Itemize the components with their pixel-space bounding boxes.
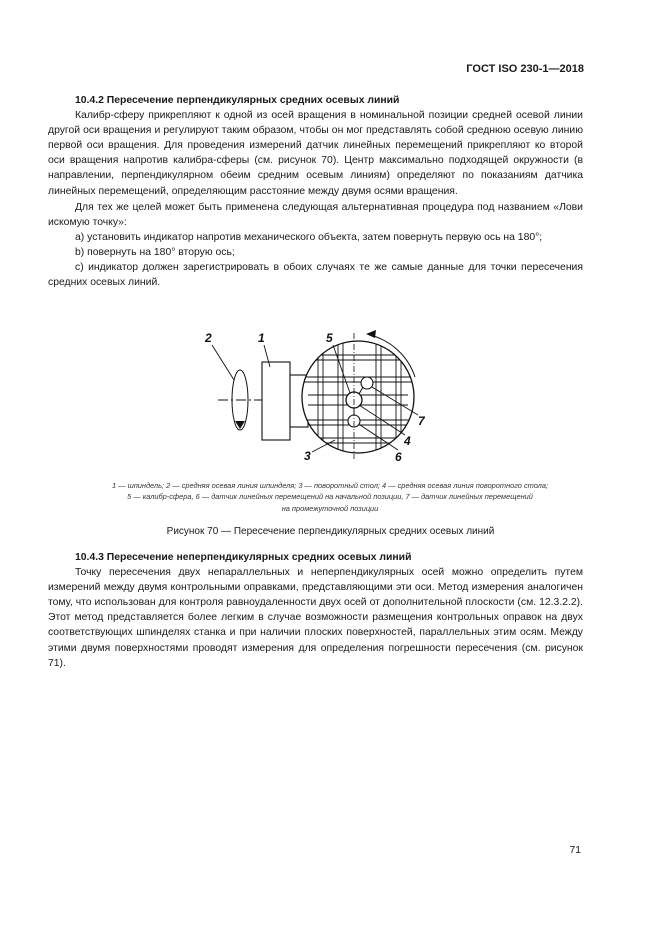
paragraph: Для тех же целей может быть применена следующая альтернативная процедура под названием «Лови искомую точку»: (48, 201, 583, 228)
legend-line: 5 — калибр-сфера, 6 — датчик линейных перемещений на начальной позиции, 7 — датчик линейных перемещений (127, 492, 533, 502)
label-3: 3 (304, 449, 311, 463)
arrow-head-icon (366, 330, 376, 338)
page-number: 71 (569, 845, 581, 856)
list-item: b) повернуть на 180° вторую ось; (75, 246, 235, 258)
label-5: 5 (326, 331, 333, 345)
legend-line: на промежуточной позиции (281, 503, 379, 513)
figure-title: Рисунок 70 — Пересечение перпендикулярных средних осевых линий (166, 526, 495, 537)
list-item: a) установить индикатор напротив механического объекта, затем повернуть первую ось на 180°; (75, 231, 543, 243)
document-header: ГОСТ ISO 230-1—2018 (466, 63, 584, 75)
procedure-list (48, 230, 583, 290)
legend-line: 1 — шпиндель; 2 — средняя осевая линия шпинделя; 3 — поворотный стол; 4 — средняя осевая линия поворотного стола; (111, 481, 549, 490)
paragraph: Точку пересечения двух непараллельных и неперпендикулярных осей можно определить путем измерений между двумя контрольными оправками, представляющими эти оси. Метод измерения аналогичен тому, что использован для контроля равноудаленности двух осей от дополнительной плоскости (см. 12.3.2.2). Этот метод представляется более легким в случае возможности размещения контрольных оправок на двух соответствующих шпинделях станка и при наличии плоских поверхностей, параллельных этим осям. Между этими двумя поверхностями проводят измерения для определения погрешности пересечения (см. рисунок 71). (48, 567, 583, 669)
spindle-body (262, 362, 290, 440)
paragraph: Калибр-сферу прикрепляют к одной из осей вращения в номинальной позиции средней осевой линии другой оси вращения и регулируют таким образом, чтобы он мог представлять собой среднюю осевую линию первой оси вращения. Для проведения измерений датчик линейных перемещений прикрепляют ко второй оси вращения напротив калибра-сферы (см. рисунок 70). Центр максимально подходящей окружности (в направлении, перпендикулярном обеим средним осевым линиям) определяют по показаниям датчика линейных перемещений, определяющим расстояние между двумя осями вращения. (48, 110, 583, 197)
section-10-4-2 (48, 93, 583, 290)
section-heading: 10.4.2 Пересечение перпендикулярных средних осевых линий (75, 95, 400, 106)
label-4: 4 (404, 434, 411, 448)
section-heading: 10.4.3 Пересечение неперпендикулярных средних осевых линий (75, 552, 412, 563)
label-2: 2 (205, 331, 212, 345)
label-7: 7 (418, 414, 425, 428)
label-1: 1 (258, 331, 265, 345)
list-item: c) индикатор должен зарегистрировать в обоих случаях те же самые данные для точки пересечения средних осевых линий. (48, 262, 583, 289)
figure-legend (50, 480, 610, 514)
figure-70-diagram (200, 325, 460, 465)
section-10-4-3 (48, 550, 583, 671)
label-6: 6 (395, 450, 402, 464)
